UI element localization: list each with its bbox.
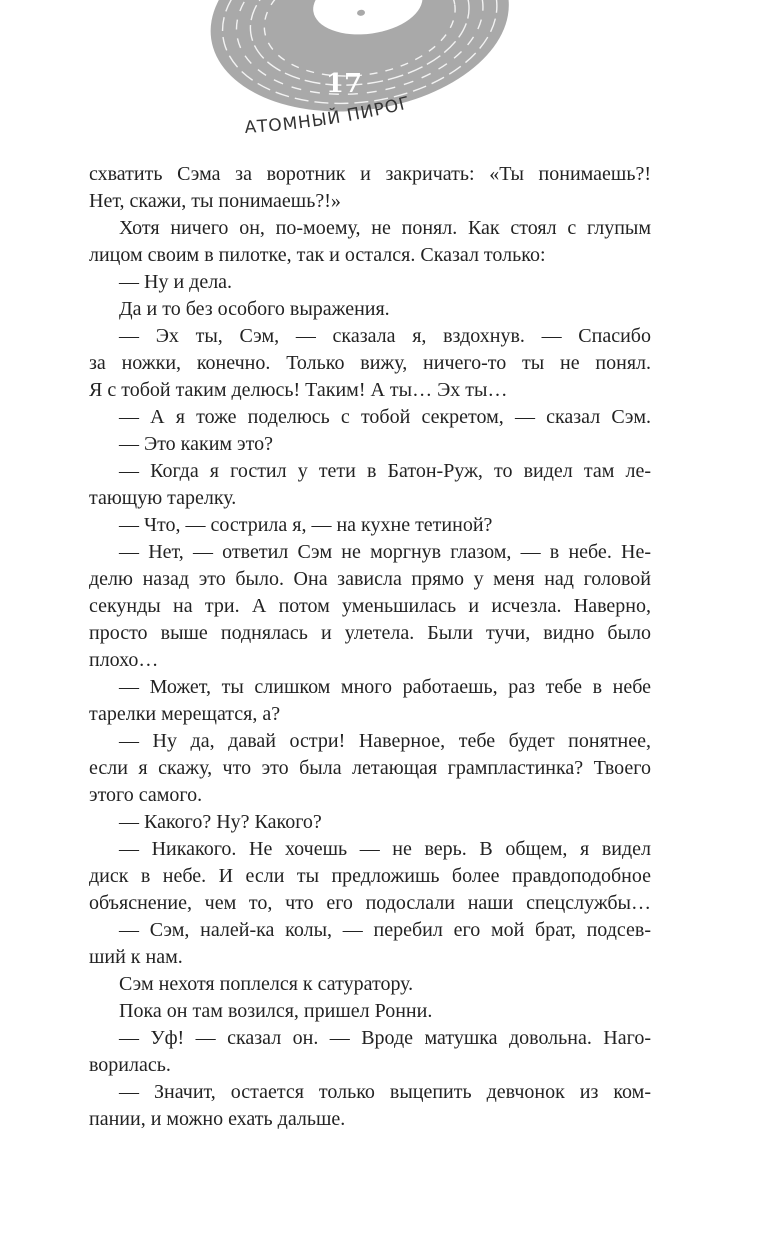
- text-line: — Когда я гостил у тети в Батон-Руж, то видел там ле-: [119, 460, 651, 482]
- text-line: — Это каким это?: [119, 433, 273, 455]
- text-line: делю назад это было. Она зависла прямо у меня над головой: [89, 568, 651, 590]
- text-line: ворилась.: [89, 1054, 171, 1076]
- text-line: Сэм нехотя поплелся к сатуратору.: [119, 973, 414, 995]
- text-line: — Значит, остается только выцепить девчонок из ком-: [119, 1081, 651, 1103]
- text-line: если я скажу, что это была летающая грампластинка? Твоего: [89, 757, 651, 779]
- text-line: схватить Сэма за воротник и закричать: «Ты понимаешь?!: [89, 163, 651, 185]
- vinyl-record-icon: [0, 0, 768, 150]
- text-line: Да и то без особого выражения.: [119, 298, 390, 320]
- text-line: этого самого.: [89, 784, 203, 806]
- text-line: — Ну и дела.: [119, 271, 233, 293]
- text-line: — Ну да, давай остри! Наверное, тебе будет понятнее,: [119, 730, 651, 752]
- chapter-title: АТОМНЫЙ ПИРОГ: [244, 93, 413, 139]
- text-line: объяснение, чем то, что его подослали наши спецслужбы…: [89, 892, 651, 914]
- text-line: тающую тарелку.: [89, 487, 237, 509]
- page-body-text: [89, 161, 651, 1133]
- text-line: диск в небе. И если ты предложишь более правдоподобное: [89, 865, 651, 887]
- text-line: ший к нам.: [89, 946, 183, 968]
- text-line: Нет, скажи, ты понимаешь?!»: [89, 190, 341, 212]
- text-line: Я с тобой таким делюсь! Таким! А ты… Эх ты…: [89, 379, 508, 401]
- text-line: — Может, ты слишком много работаешь, раз тебе в небе: [119, 676, 651, 698]
- text-line: — Эх ты, Сэм, — сказала я, вздохнув. — Спасибо: [119, 325, 651, 347]
- text-line: за ножки, конечно. Только вижу, ничего-то ты не понял.: [89, 352, 651, 374]
- text-line: Пока он там возился, пришел Ронни.: [119, 1000, 433, 1022]
- chapter-number: 17: [325, 69, 363, 99]
- text-line: — Уф! — сказал он. — Вроде матушка довольна. Наго-: [119, 1027, 651, 1049]
- text-line: Хотя ничего он, по-моему, не понял. Как стоял с глупым: [119, 217, 651, 239]
- text-line: — Какого? Ну? Какого?: [119, 811, 322, 833]
- text-line: — Что, — сострила я, — на кухне тетиной?: [119, 514, 493, 536]
- text-line: тарелки мерещатся, а?: [89, 703, 281, 725]
- text-line: пании, и можно ехать дальше.: [89, 1108, 346, 1130]
- text-line: — Нет, — ответил Сэм не моргнув глазом, — в небе. Не-: [119, 541, 651, 563]
- text-line: просто выше поднялась и улетела. Были тучи, видно было: [89, 622, 651, 644]
- text-line: — Никакого. Не хочешь — не верь. В общем, я видел: [119, 838, 651, 860]
- text-line: лицом своим в пилотке, так и остался. Сказал только:: [89, 244, 546, 266]
- text-line: секунды на три. А потом уменьшилась и исчезла. Наверно,: [89, 595, 651, 617]
- chapter-header: [0, 0, 768, 150]
- text-line: — А я тоже поделюсь с тобой секретом, — сказал Сэм.: [119, 406, 651, 428]
- text-line: — Сэм, налей-ка колы, — перебил его мой брат, подсев-: [119, 919, 651, 941]
- text-line: плохо…: [89, 649, 159, 671]
